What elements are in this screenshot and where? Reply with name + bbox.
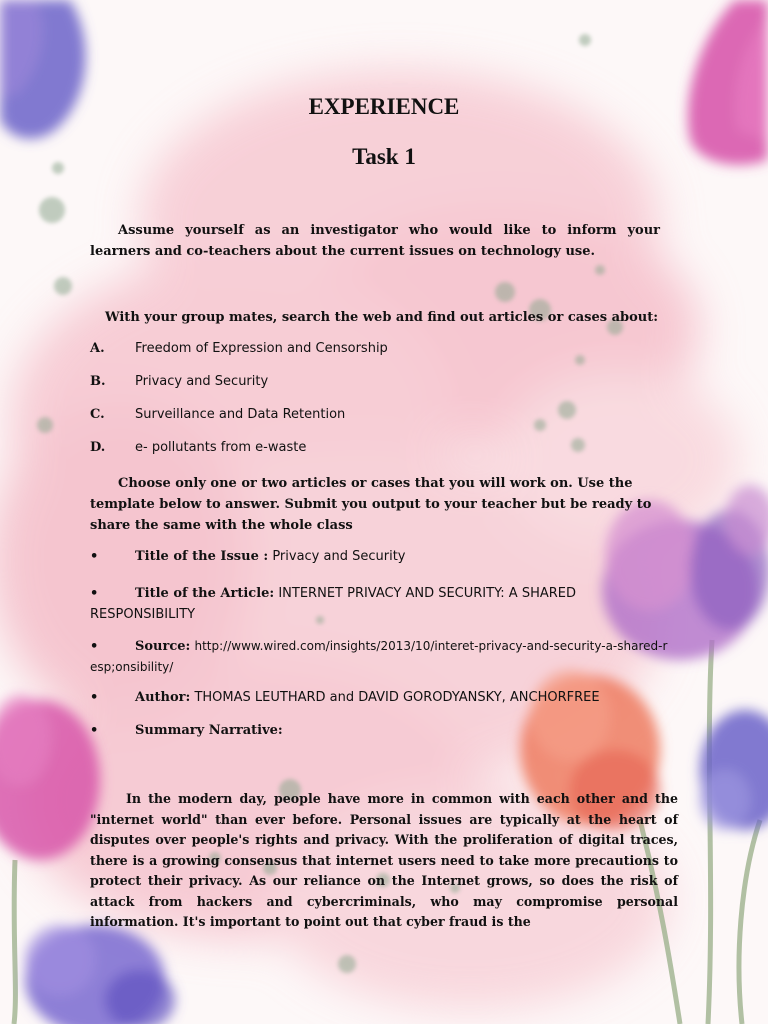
template-article-row — [90, 583, 620, 625]
page-title: EXPERIENCE — [308, 94, 460, 119]
task-heading: Task 1 — [352, 144, 416, 169]
topic-text: Privacy and Security — [135, 374, 269, 389]
bullet: • — [90, 690, 99, 705]
intro-paragraph: Assume yourself as an investigator who would like to inform your learners and co-teachers about the current issues on technology use. — [90, 223, 660, 259]
issue-value: Privacy and Security — [272, 549, 406, 564]
topic-text: e- pollutants from e-waste — [135, 440, 307, 455]
bullet: • — [90, 723, 99, 738]
author-label: Author: — [135, 690, 191, 705]
article-value: INTERNET PRIVACY AND SECURITY: A SHARED RESPONSIBILITY — [90, 586, 577, 622]
topic-text: Freedom of Expression and Censorship — [135, 341, 388, 356]
article-label: Title of the Article: — [135, 586, 275, 601]
topic-letter: C. — [90, 407, 105, 422]
bullet: • — [90, 549, 99, 564]
summary-label: Summary Narrative: — [135, 723, 283, 738]
issue-label: Title of the Issue : — [135, 549, 269, 564]
bullet: • — [90, 586, 99, 601]
source-label: Source: — [135, 639, 191, 654]
source-value[interactable]: http://www.wired.com/insights/2013/10/interet-privacy-and-security-a-shared-resp;onsibility/ — [90, 639, 668, 674]
choose-paragraph: Choose only one or two articles or cases that you will work on. Use the template below to answer. Submit you output to your teacher but be ready to share the same with the whole class — [90, 476, 652, 533]
bullet: • — [90, 639, 99, 654]
topic-letter: D. — [90, 440, 106, 455]
summary-paragraph: In the modern day, people have more in common with each other and the "internet world" than ever before. Personal issues are typically at the heart of disputes over people's rights and privacy. With the proliferation of digital traces, there is a growing consensus that internet users need to take more precautions to protect their privacy. As our reliance on the Internet grows, so does the risk of attack from hackers and cybercriminals, who may compromise personal information. It's important to point out that cyber fraud is the — [90, 791, 678, 929]
topic-text: Surveillance and Data Retention — [135, 407, 346, 422]
topic-letter: B. — [90, 374, 106, 389]
author-value: THOMAS LEUTHARD and DAVID GORODYANSKY, ANCHORFREE — [194, 690, 600, 705]
topic-letter: A. — [90, 341, 105, 356]
instruction-text: With your group mates, search the web and find out articles or cases about: — [105, 310, 659, 325]
template-source-row — [90, 636, 670, 678]
